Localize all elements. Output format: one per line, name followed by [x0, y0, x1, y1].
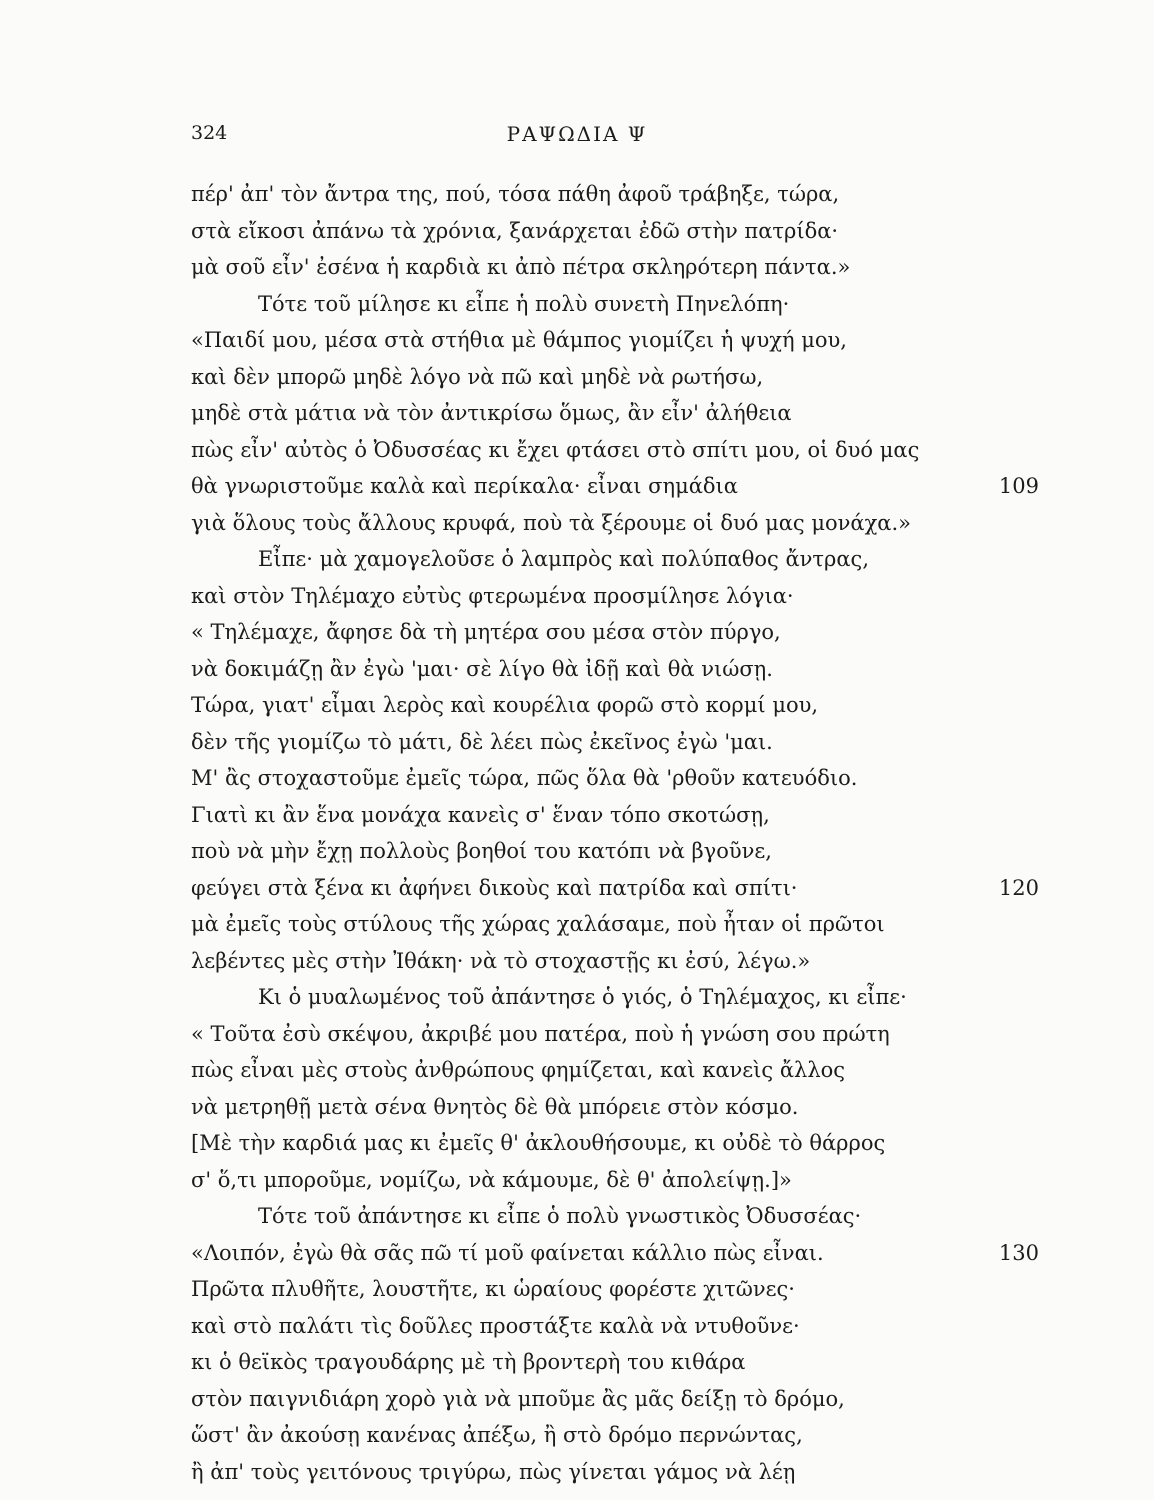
verse-line-text: καὶ στὸν Τηλέμαχο εὐτὺς φτερωμένα προσμίλησε λόγια· [191, 583, 794, 608]
verse-line-text: ὥστ' ἂν ἀκούσῃ κανένας ἀπέξω, ἢ στὸ δρόμο περνώντας, [191, 1423, 803, 1447]
verse-line [191, 1125, 1051, 1162]
verse-line [191, 651, 1051, 688]
verse-line [191, 979, 1051, 1016]
verse-line [191, 1162, 1051, 1199]
verse-line [191, 1089, 1051, 1126]
verse-line [191, 687, 1051, 724]
verse-line [191, 359, 1051, 396]
verse-line-text: μηδὲ στὰ μάτια νὰ τὸν ἀντικρίσω ὅμως, ἂν εἶν' ἀλήθεια [191, 401, 792, 425]
verse-line-text: στὸν παιγνιδιάρη χορὸ γιὰ νὰ μποῦμε ἂς μᾶς δείξῃ τὸ δρόμο, [191, 1386, 845, 1411]
verse-line [191, 249, 1051, 286]
verse-line-text: καὶ στὸ παλάτι τὶς δοῦλες προστάξτε καλὰ νὰ ντυθοῦνε· [191, 1313, 800, 1338]
verse-line-text: [Μὲ τὴν καρδιά μας κι ἐμεῖς θ' ἀκλουθήσουμε, κι οὐδὲ τὸ θάρρος [191, 1131, 886, 1155]
running-title: ΡΑΨΩΔΙΑ Ψ [506, 122, 648, 146]
verse-line-text: « Τοῦτα ἐσὺ σκέψου, ἀκριβέ μου πατέρα, ποὺ ἡ γνώση σου πρώτη [191, 1021, 890, 1046]
verse-line [191, 797, 1051, 834]
verse-line [191, 322, 1051, 359]
verse-line-text: Τότε τοῦ ἀπάντησε κι εἶπε ὁ πολὺ γνωστικὸς Ὀδυσσέας· [258, 1204, 862, 1228]
verse-line [191, 1271, 1051, 1308]
verse-line-text: Τότε τοῦ μίλησε κι εἶπε ἡ πολὺ συνετὴ Πηνελόπη· [258, 291, 790, 316]
verse-line-text: πὼς εἶν' αὐτὸς ὁ Ὀδυσσέας κι ἔχει φτάσει στὸ σπίτι μου, οἱ δυό μας [191, 437, 920, 462]
verse-line-text: σ' ὅ,τι μποροῦμε, νομίζω, νὰ κάμουμε, δὲ θ' ἀπολείψῃ.]» [191, 1167, 792, 1192]
verse-line-text: μὰ σοῦ εἶν' ἐσένα ἡ καρδιὰ κι ἀπὸ πέτρα σκληρότερη πάντα.» [191, 255, 851, 279]
verse-line [191, 432, 1051, 469]
verse-line-text: κι ὁ θεϊκὸς τραγουδάρης μὲ τὴ βροντερὴ του κιθάρα [191, 1350, 746, 1374]
verse-line [191, 614, 1051, 651]
verse-line [191, 870, 1051, 907]
page-number: 324 [191, 122, 228, 144]
verse-line-text: Γιατὶ κι ἂν ἕνα μονάχα κανεὶς σ' ἕναν τόπο σκοτώσῃ, [191, 802, 770, 827]
verse-line-text: στὰ εἴκοσι ἀπάνω τὰ χρόνια, ξανάρχεται ἐδῶ στὴν πατρίδα· [191, 218, 839, 243]
verse-line [191, 833, 1051, 870]
verse-line-text: φεύγει στὰ ξένα κι ἀφήνει δικοὺς καὶ πατρίδα καὶ σπίτι· [191, 875, 798, 900]
line-number: 130 [998, 1240, 1039, 1265]
verse-line [191, 1308, 1051, 1345]
verse-line-text: ἢ ἀπ' τοὺς γειτόνους τριγύρω, πὼς γίνεται γάμος νὰ λέῃ [191, 1459, 796, 1484]
verse-line-text: «Παιδί μου, μέσα στὰ στήθια μὲ θάμπος γιομίζει ἡ ψυχή μου, [191, 328, 847, 352]
verse-line-text: Πρῶτα πλυθῆτε, λουστῆτε, κι ὡραίους φορέστε χιτῶνες· [191, 1277, 795, 1301]
verse-line [191, 1052, 1051, 1089]
verse-line-text: Κι ὁ μυαλωμένος τοῦ ἀπάντησε ὁ γιός, ὁ Τηλέμαχος, κι εἶπε· [258, 985, 907, 1009]
verse-line [191, 1381, 1051, 1418]
verse-line-text: Μ' ἂς στοχαστοῦμε ἐμεῖς τώρα, πῶς ὅλα θὰ 'ρθοῦν κατευόδιο. [191, 766, 858, 790]
verse-line [191, 541, 1051, 578]
verse-line-text: μὰ ἐμεῖς τοὺς στύλους τῆς χώρας χαλάσαμε, ποὺ ἦταν οἱ πρῶτοι [191, 912, 885, 936]
verse-line [191, 505, 1051, 542]
line-number: 120 [998, 875, 1039, 900]
verse-line [191, 1417, 1051, 1454]
line-number: 109 [998, 474, 1039, 498]
verse-line [191, 468, 1051, 505]
verse-line [191, 1016, 1051, 1053]
verse-line-text: Εἶπε· μὰ χαμογελοῦσε ὁ λαμπρὸς καὶ πολύπαθος ἄντρας, [258, 547, 869, 571]
verse-line-text: πὼς εἶναι μὲς στοὺς ἀνθρώπους φημίζεται, καὶ κανεὶς ἄλλος [191, 1058, 846, 1082]
verse-line [191, 906, 1051, 943]
page-header [0, 122, 1154, 152]
verse-line [191, 176, 1051, 213]
verse-line-text: πέρ' ἀπ' τὸν ἄντρα της, πού, τόσα πάθη ἀφοῦ τράβηξε, τώρα, [191, 182, 840, 206]
verse-line [191, 1235, 1051, 1272]
verse-line [191, 1454, 1051, 1491]
verse-line-text: δὲν τῆς γιομίζω τὸ μάτι, δὲ λέει πὼς ἐκεῖνος ἐγὼ 'μαι. [191, 729, 773, 754]
verse-line-text: « Τηλέμαχε, ἄφησε δὰ τὴ μητέρα σου μέσα στὸν πύργο, [191, 620, 781, 644]
verse-line-text: Τώρα, γιατ' εἶμαι λερὸς καὶ κουρέλια φορῶ στὸ κορμί μου, [191, 693, 819, 717]
verse-line [191, 286, 1051, 323]
verse-text [191, 176, 1051, 1490]
verse-line-text: καὶ δὲν μπορῶ μηδὲ λόγο νὰ πῶ καὶ μηδὲ νὰ ρωτήσω, [191, 364, 764, 389]
verse-line-text: ποὺ νὰ μὴν ἔχῃ πολλοὺς βοηθοί του κατόπι νὰ βγοῦνε, [191, 839, 772, 863]
verse-line-text: «Λοιπόν, ἐγὼ θὰ σᾶς πῶ τί μοῦ φαίνεται κάλλιο πὼς εἶναι. [191, 1240, 824, 1265]
verse-line-text: νὰ δοκιμάζῃ ἂν ἐγὼ 'μαι· σὲ λίγο θὰ ἰδῇ καὶ θὰ νιώσῃ. [191, 656, 773, 681]
verse-line-text: νὰ μετρηθῇ μετὰ σένα θνητὸς δὲ θὰ μπόρειε στὸν κόσμο. [191, 1094, 799, 1119]
verse-line [191, 213, 1051, 250]
verse-line-text: θὰ γνωριστοῦμε καλὰ καὶ περίκαλα· εἶναι σημάδια [191, 474, 738, 498]
verse-line [191, 760, 1051, 797]
verse-line [191, 1198, 1051, 1235]
verse-line [191, 1344, 1051, 1381]
verse-line [191, 724, 1051, 761]
verse-line [191, 943, 1051, 980]
verse-line [191, 395, 1051, 432]
verse-line-text: λεβέντες μὲς στὴν Ἰθάκη· νὰ τὸ στοχαστῇς κι ἐσύ, λέγω.» [191, 948, 811, 973]
verse-line [191, 578, 1051, 615]
verse-line-text: γιὰ ὅλους τοὺς ἄλλους κρυφά, ποὺ τὰ ξέρουμε οἱ δυό μας μονάχα.» [191, 510, 911, 535]
